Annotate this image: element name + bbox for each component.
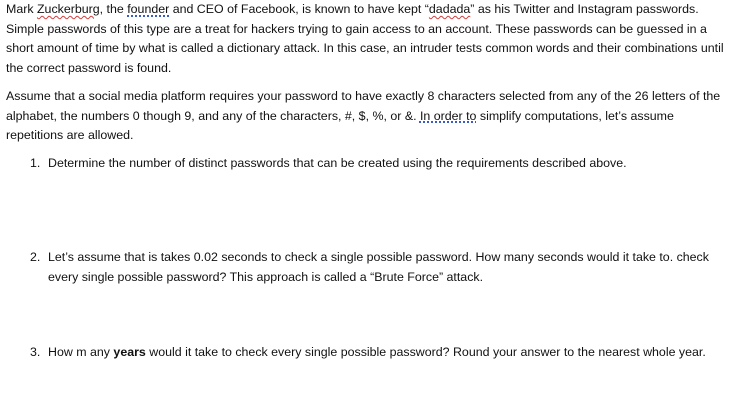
text-run: would it take to check every single possible password? Round your answer to the nearest whole year. — [145, 345, 706, 359]
question-2 — [30, 248, 720, 287]
text-run: ” as his Twitter and Instagram passwords. Simple passwords of this type are a treat for hackers trying to gain access to an account. These passwords can be guessed in a short amount of time by what is called a dictionary attack. In this case, an intruder tests common words and their combinations until the correct password is found. — [6, 2, 724, 75]
question-text — [48, 343, 720, 363]
question-3 — [30, 343, 720, 363]
text-run: Mark — [6, 2, 37, 16]
document-body — [6, 0, 726, 146]
text-run: Assume that a social media platform requires your password to have exactly 8 characters selected from any of the 26 letters of the alphabet, the numbers 0 though 9, and any of the characters, #, $, %, or &. — [6, 89, 721, 123]
question-1 — [30, 154, 720, 174]
question-number: 2. — [30, 250, 41, 264]
grammar-flag-in-order-to[interactable]: In order to — [419, 108, 477, 123]
emphasis-years: years — [113, 345, 146, 359]
text-run: , the — [99, 2, 128, 16]
text-run: and CEO of Facebook, is known to have kept “ — [169, 2, 429, 16]
misspelled-word-dadada[interactable]: dadada — [428, 2, 471, 16]
question-text: Determine the number of distinct passwords that can be created using the requirements described above. — [48, 156, 627, 170]
grammar-flag-founder[interactable]: founder — [127, 2, 170, 16]
misspelled-word-zuckerburg[interactable]: Zuckerburg — [36, 2, 100, 16]
text-run: simplify computations, let’s assume repetitions are allowed. — [6, 108, 674, 142]
question-number: 3. — [30, 345, 41, 359]
question-text: Let’s assume that is takes 0.02 seconds to check a single possible password. How many seconds would it take to. check every single possible password? This approach is called a “Brute Force” attack. — [48, 250, 709, 284]
intro-paragraph-2 — [6, 87, 726, 146]
question-number: 1. — [30, 156, 41, 170]
text-run: How m any — [48, 345, 114, 359]
intro-paragraph-1 — [6, 0, 726, 78]
